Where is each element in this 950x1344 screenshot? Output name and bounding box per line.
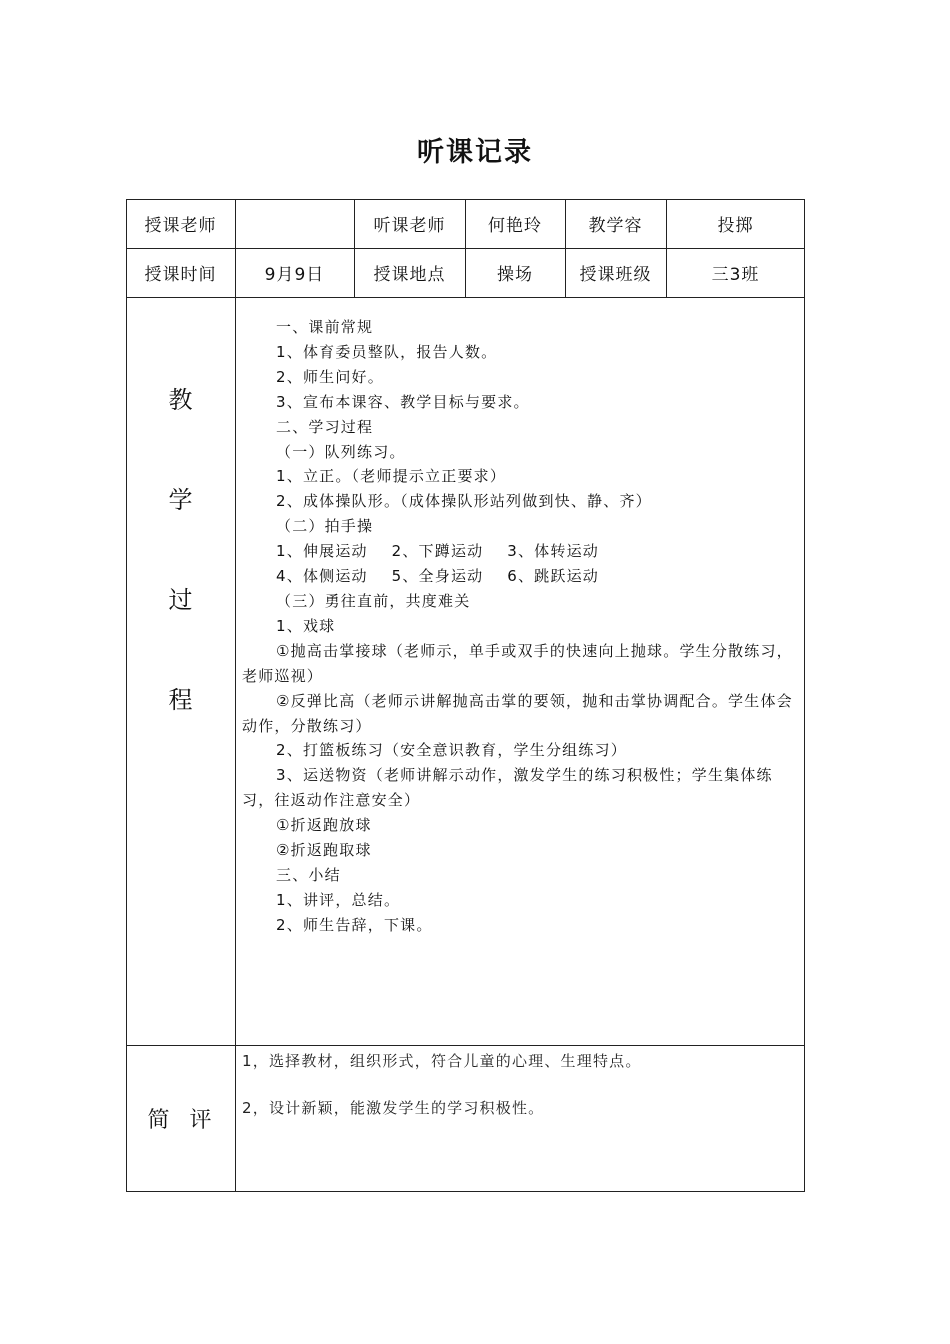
review-label: 简 评: [147, 1107, 214, 1133]
observer-label: 听课老师: [373, 216, 446, 236]
place-label: 授课地点: [373, 265, 446, 285]
process-line: 1、戏球: [276, 616, 336, 635]
time-value: 9月9日: [264, 265, 325, 285]
teacher-label: 授课老师: [144, 216, 217, 236]
page-title: 听课记录: [417, 137, 533, 168]
process-line: 1、讲评，总结。: [276, 890, 401, 909]
process-line: 一、课前常规: [276, 318, 374, 336]
process-line: 1、体育委员整队，报告人数。: [276, 342, 498, 361]
process-line: ①抛高击掌接球（老师示，单手或双手的快速向上抛球。学生分散练习，老师巡视）: [242, 641, 793, 685]
process-line: ①折返跑放球: [276, 816, 372, 835]
process-line: （三）勇往直前，共度难关: [276, 591, 471, 610]
process-line: 2、成体操队形。（成体操队形站列做到快、静、齐）: [276, 492, 652, 511]
review-line: 2，设计新颖，能激发学生的学习积极性。: [242, 1099, 545, 1117]
process-line: 2、师生问好。: [276, 367, 384, 386]
process-line: 二、学习过程: [276, 417, 374, 436]
table-border-bottom: [126, 1191, 805, 1192]
place-value: 操场: [497, 265, 533, 285]
process-line: （一）队列练习。: [276, 442, 406, 461]
class-value: 三3班: [711, 265, 760, 285]
process-line: ②折返跑取球: [276, 841, 372, 860]
class-label: 授课班级: [579, 265, 652, 285]
table-border-right: [804, 199, 805, 1192]
content-label: 教学容: [588, 216, 643, 236]
process-label-char: 学: [168, 486, 193, 514]
process-line: 三、小结: [276, 865, 341, 884]
process-line: 3、运送物资（老师讲解示动作，激发学生的练习积极性；学生集体练习，往返动作注意安全）: [242, 766, 773, 810]
content-value: 投掷: [717, 216, 754, 236]
row-divider: [126, 297, 805, 298]
review-line: 1，选择教材，组织形式，符合儿童的心理、生理特点。: [242, 1052, 642, 1070]
process-line: 2、师生告辞，下课。: [276, 915, 433, 934]
teaching-process-content: [242, 315, 798, 938]
observer-value: 何艳玲: [488, 216, 542, 236]
teacher-value: [235, 199, 354, 248]
lesson-record-table: [126, 199, 805, 1192]
process-line: （二）拍手操: [276, 517, 374, 536]
process-label-char: 过: [168, 586, 193, 614]
column-divider: [235, 199, 236, 1192]
process-line: 3、宣布本课容、教学目标与要求。: [276, 392, 530, 411]
time-label: 授课时间: [144, 265, 217, 285]
process-label-char: 程: [168, 686, 193, 714]
process-line: ②反弹比高（老师示讲解抛高击掌的要领，抛和击掌协调配合。学生体会动作，分散练习）: [242, 691, 793, 735]
process-line: 4、体侧运动 5、全身运动 6、跳跃运动: [276, 567, 599, 586]
process-line: 1、立正。（老师提示立正要求）: [276, 467, 507, 486]
process-line: 1、伸展运动 2、下蹲运动 3、体转运动: [276, 542, 599, 561]
process-line: 2、打篮板练习（安全意识教育，学生分组练习）: [276, 741, 627, 760]
process-label-char: 教: [168, 386, 193, 414]
